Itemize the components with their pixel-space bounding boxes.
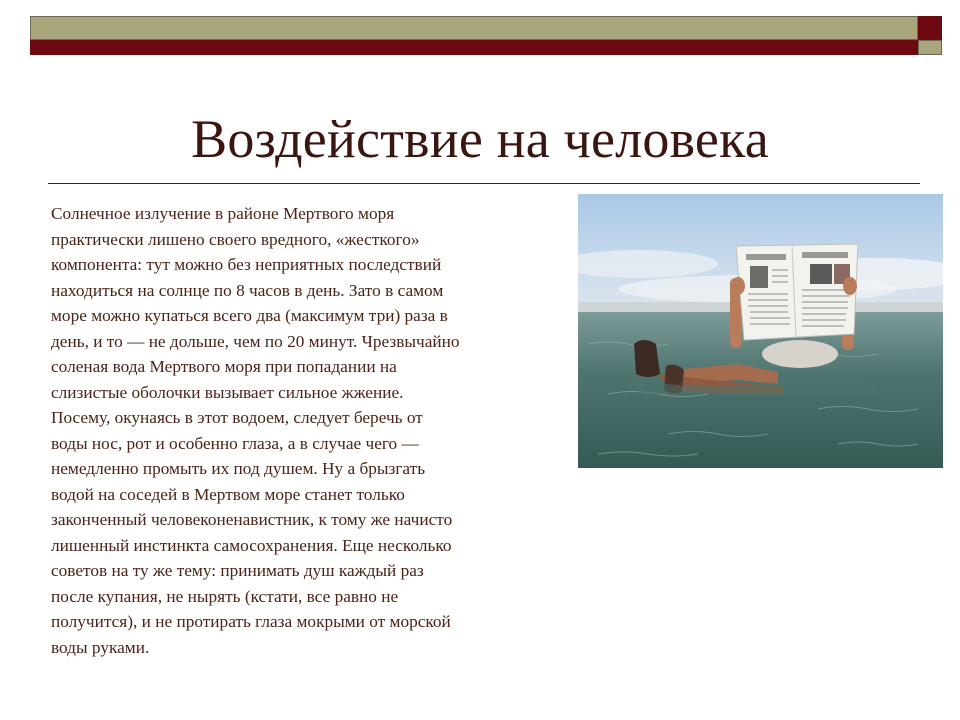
slide-title: Воздействие на человека xyxy=(191,109,769,169)
dead-sea-photo xyxy=(578,194,943,468)
body-line: воды руками. xyxy=(51,637,150,657)
body-text xyxy=(51,201,571,660)
body-line: день, и то — не дольше, чем по 20 минут. Чрезвычайно xyxy=(51,331,460,351)
body-line: Посему, окунаясь в этот водоем, следует беречь от xyxy=(51,408,423,427)
body-line: после купания, не нырять (кстати, все равно не xyxy=(51,586,399,606)
body-line: практически лишено своего вредного, «жесткого» xyxy=(51,229,420,249)
body-line: законченный человеконенавистник, к тому же начисто xyxy=(51,510,453,529)
body-line: воды нос, рот и особенно глаза, а в случае чего — xyxy=(51,433,419,453)
body-line: слизистые оболочки вызывает сильное жжение. xyxy=(51,382,404,402)
body-line: находиться на солнце по 8 часов в день. Зато в самом xyxy=(51,280,444,300)
header-bar-olive xyxy=(30,16,918,40)
body-line: немедленно промыть их под душем. Ну а брызгать xyxy=(51,459,426,478)
body-line: море можно купаться всего два (максимум три) раза в xyxy=(51,306,448,325)
body-line: компонента: тут можно без неприятных последствий xyxy=(51,255,442,274)
body-line: лишенный инстинкта самосохранения. Еще несколько xyxy=(51,535,452,555)
header-square-olive xyxy=(918,40,942,55)
body-line: советов на ту же тему: принимать душ каждый раз xyxy=(51,561,424,580)
title-divider xyxy=(48,183,920,184)
header-square-maroon xyxy=(918,16,942,40)
body-line: водой на соседей в Мертвом море станет только xyxy=(51,484,405,504)
body-line: Солнечное излучение в районе Мертвого моря xyxy=(51,204,395,223)
body-line: получится), и не протирать глаза мокрыми от морской xyxy=(51,612,451,631)
header-bar-maroon xyxy=(30,40,918,55)
body-line: соленая вода Мертвого моря при попадании на xyxy=(51,357,397,376)
